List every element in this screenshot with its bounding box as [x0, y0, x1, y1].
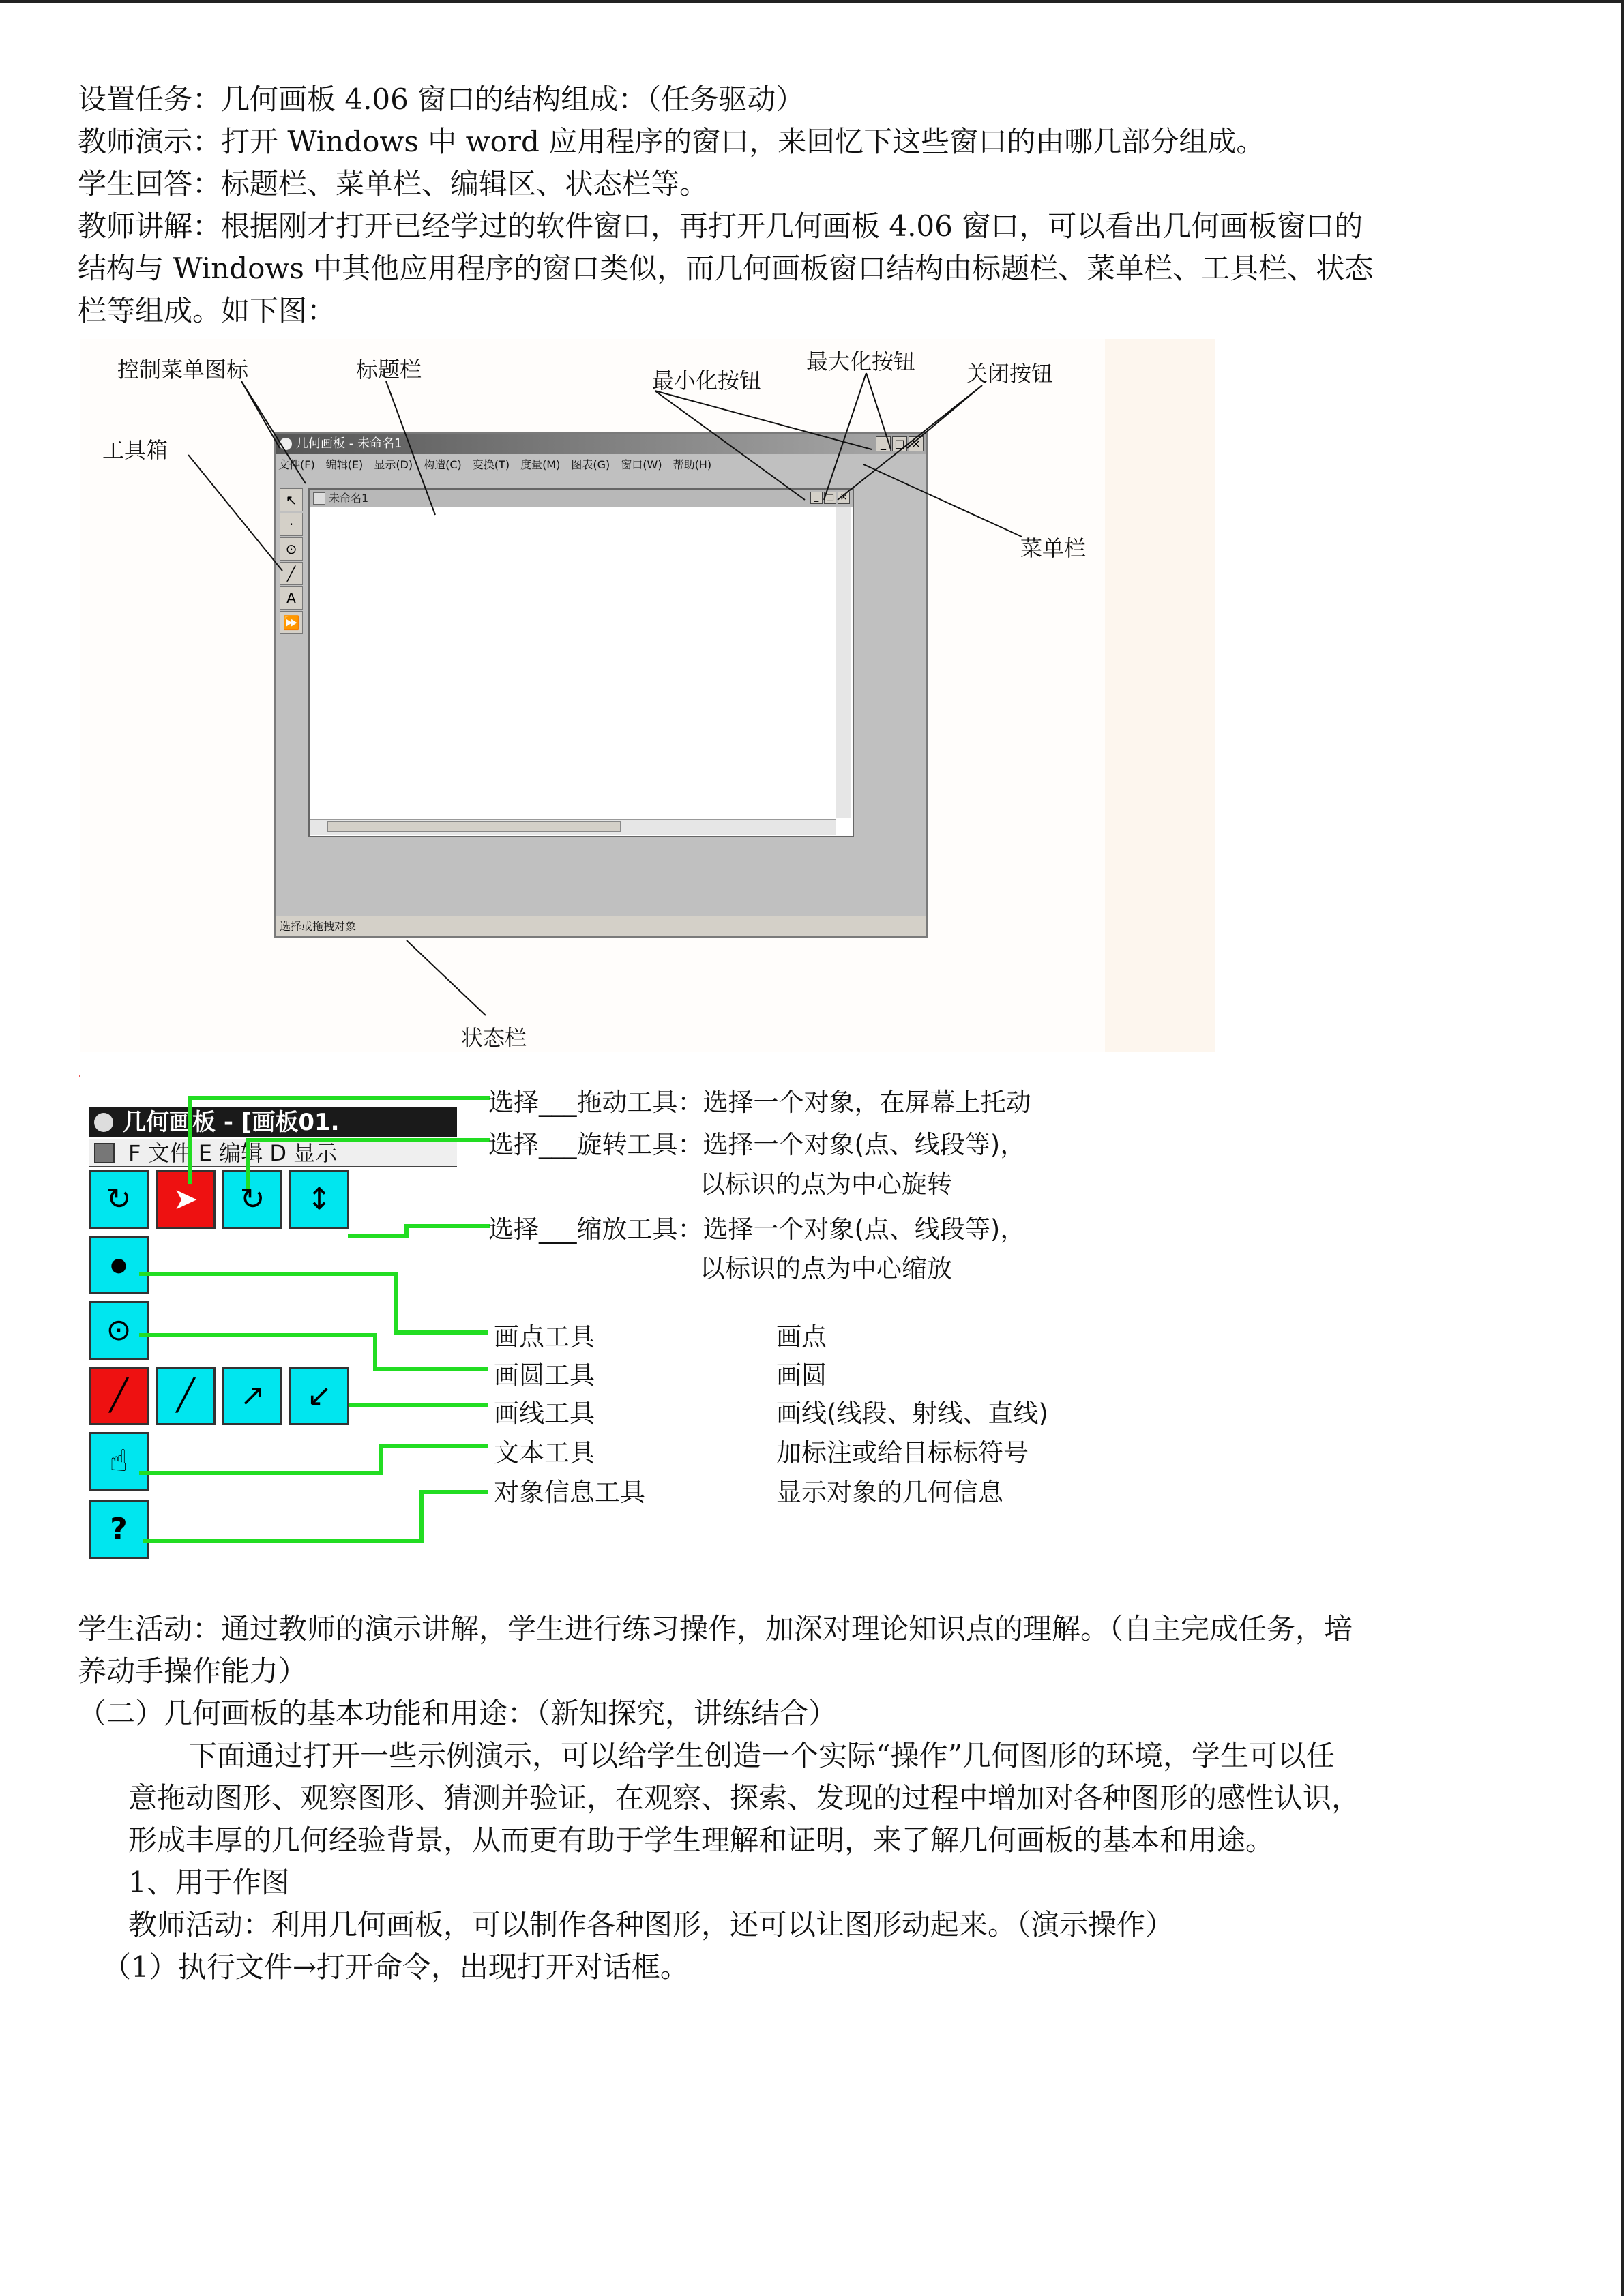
intro-line-4: 教师讲解：根据刚才打开已经学过的软件窗口，再打开几何画板 4.06 窗口，可以看出几何画板窗口的 [78, 209, 1363, 243]
minimize-icon[interactable]: _ [876, 436, 891, 451]
rotate-icon: ↻ [239, 1182, 265, 1217]
window-status-bar: 选择或拖拽对象 [276, 916, 926, 936]
annotation-status-bar: 状态栏 [461, 1025, 527, 1051]
rotate-tool-desc: 选择___旋转工具：选择一个对象(点、线段等)， [488, 1130, 1026, 1159]
maximize-icon[interactable]: □ [892, 436, 907, 451]
annotation-title-bar: 标题栏 [356, 357, 422, 383]
document-title-text: 未命名1 [329, 492, 369, 505]
figure1-leader-lines [80, 339, 1215, 1052]
animate-icon[interactable]: ⏩ [280, 611, 303, 634]
text-tool-label: 文本工具 [494, 1438, 595, 1467]
connector-text [139, 1446, 488, 1473]
info-tool-label: 对象信息工具 [494, 1478, 645, 1507]
question-icon: ? [110, 1512, 128, 1547]
menu-item-7[interactable]: 窗口(W) [621, 458, 662, 471]
section-2-heading: （二）几何画板的基本功能和用途：（新知探究，讲练结合） [78, 1697, 838, 1730]
menu-item-0[interactable]: 文件(F) [278, 458, 315, 471]
drag-tool-desc: 选择___拖动工具：选择一个对象，在屏幕上托动 [488, 1088, 1031, 1117]
intro-line-1: 设置任务：几何画板 4.06 窗口的结构组成：（任务驱动） [78, 83, 805, 116]
menu-item-5[interactable]: 度量(M) [520, 458, 561, 471]
intro-line-5: 结构与 Windows 中其他应用程序的窗口类似，而几何画板窗口结构由标题栏、菜单栏、工具栏、状态 [78, 252, 1374, 285]
leader-control-menu-2 [241, 381, 306, 483]
paragraph-line-1: 下面通过打开一些示例演示，可以给学生创造一个实际“操作”几何图形的环境，学生可以任 [188, 1739, 1335, 1772]
annotation-control-menu-icon: 控制菜单图标 [117, 357, 249, 383]
window-structure-figure [80, 339, 1215, 1052]
select-arrow-icon[interactable]: ↖ [280, 488, 303, 511]
leader-maximize-2 [824, 373, 866, 500]
menu-item-8[interactable]: 帮助(H) [673, 458, 712, 471]
item-1-heading: 1、用于作图 [128, 1866, 290, 1899]
student-activity-line-2: 养动手操作能力） [78, 1654, 308, 1688]
menu-item-3[interactable]: 构造(C) [424, 458, 462, 471]
double-arrow-icon: ↙ [306, 1378, 332, 1413]
hand-icon: ☝ [109, 1444, 128, 1478]
leader-minimize-2 [655, 391, 805, 500]
leader-menu-bar [863, 464, 1022, 537]
teacher-activity: 教师活动：利用几何画板，可以制作各种图形，还可以让图形动起来。（演示操作） [128, 1908, 1175, 1941]
doc-minimize-icon[interactable]: _ [810, 492, 823, 504]
line-tool-label: 画线工具 [494, 1399, 595, 1428]
point-tool-label: 画点工具 [494, 1322, 595, 1352]
line-tool-desc: 画线(线段、射线、直线) [776, 1399, 1048, 1428]
toolbox-figure-title: 几何画板 - [画板01. [123, 1109, 340, 1136]
toolbox-figure-menu-text: F 文件 E 编辑 D 显示 [128, 1140, 338, 1166]
intro-line-3: 学生回答：标题栏、菜单栏、编辑区、状态栏等。 [78, 167, 709, 200]
text-icon[interactable]: A [280, 586, 303, 610]
line-icon: ╱ [176, 1378, 195, 1413]
menu-item-2[interactable]: 显示(D) [374, 458, 413, 471]
scale-tool-desc: 选择___缩放工具：选择一个对象(点、线段等)， [488, 1214, 1026, 1244]
point-icon: ● [110, 1253, 128, 1276]
connector-point [139, 1274, 488, 1332]
intro-line-2: 教师演示：打开 Windows 中 word 应用程序的窗口，来回忆下这些窗口的由哪几部分组成。 [78, 125, 1265, 158]
leader-status-bar [407, 940, 486, 1015]
info-tool-desc: 显示对象的几何信息 [776, 1478, 1003, 1507]
rotate-tool-desc-2: 以标识的点为中心旋转 [700, 1169, 952, 1199]
annotation-menu-bar: 菜单栏 [1020, 535, 1087, 561]
scale-icon: ↕ [306, 1182, 332, 1217]
point-icon[interactable]: · [280, 513, 303, 536]
leader-toolbox [188, 455, 282, 571]
leader-title-bar [386, 381, 435, 515]
doc-maximize-icon[interactable]: □ [824, 492, 836, 504]
point-tool-desc: 画点 [776, 1322, 827, 1352]
annotation-minimize-button: 最小化按钮 [652, 368, 762, 393]
annotation-close-button: 关闭按钮 [966, 361, 1054, 387]
page-right-border [1621, 0, 1624, 2296]
text-tool-desc: 加标注或给目标标符号 [776, 1438, 1029, 1467]
doc-close-icon[interactable]: × [838, 492, 850, 504]
ray-icon: ↗ [239, 1378, 265, 1413]
pointer-icon: ➤ [173, 1182, 198, 1217]
leader-close-2 [838, 385, 982, 500]
window-title-text: 几何画板 - 未命名1 [296, 436, 402, 451]
leader-minimize [655, 391, 872, 449]
menu-item-4[interactable]: 变换(T) [472, 458, 510, 471]
annotation-toolbox: 工具箱 [102, 437, 168, 463]
connector-circle [139, 1335, 488, 1369]
leader-maximize [866, 373, 891, 449]
scale-tool-desc-2: 以标识的点为中心缩放 [700, 1254, 952, 1283]
connector-rotate [248, 1140, 490, 1189]
step-1: （1）执行文件→打开命令，出现打开对话框。 [102, 1950, 689, 1984]
close-icon[interactable]: × [909, 436, 924, 451]
annotation-maximize-button: 最大化按钮 [806, 348, 916, 374]
paragraph-line-3: 形成丰厚的几何经验背景，从而更有助于学生理解和证明，来了解几何画板的基本和用途。 [128, 1823, 1275, 1857]
menu-item-6[interactable]: 图表(G) [571, 458, 610, 471]
paragraph-line-2: 意拖动图形、观察图形、猜测并验证，在观察、探索、发现的过程中增加对各种图形的感性认识， [128, 1781, 1361, 1815]
circle-icon[interactable]: ⊙ [280, 537, 303, 561]
connector-info [143, 1492, 488, 1541]
menu-item-1[interactable]: 编辑(E) [325, 458, 364, 471]
circle-icon: ⊙ [106, 1313, 132, 1347]
page-top-border [0, 0, 1624, 3]
circle-tool-label: 画圆工具 [494, 1360, 595, 1390]
connector-scale [348, 1226, 490, 1236]
line-icon[interactable]: ╱ [280, 562, 303, 585]
student-activity-line-1: 学生活动：通过教师的演示讲解，学生进行练习操作，加深对理论知识点的理解。（自主完成任务，培 [78, 1612, 1353, 1645]
segment-icon: ╱ [109, 1378, 128, 1413]
toolbox-figure [80, 1069, 1076, 1582]
circle-tool-desc: 画圆 [776, 1360, 827, 1390]
rotate-arrow-icon: ↻ [106, 1182, 132, 1217]
intro-line-6: 栏等组成。如下图： [78, 294, 336, 327]
